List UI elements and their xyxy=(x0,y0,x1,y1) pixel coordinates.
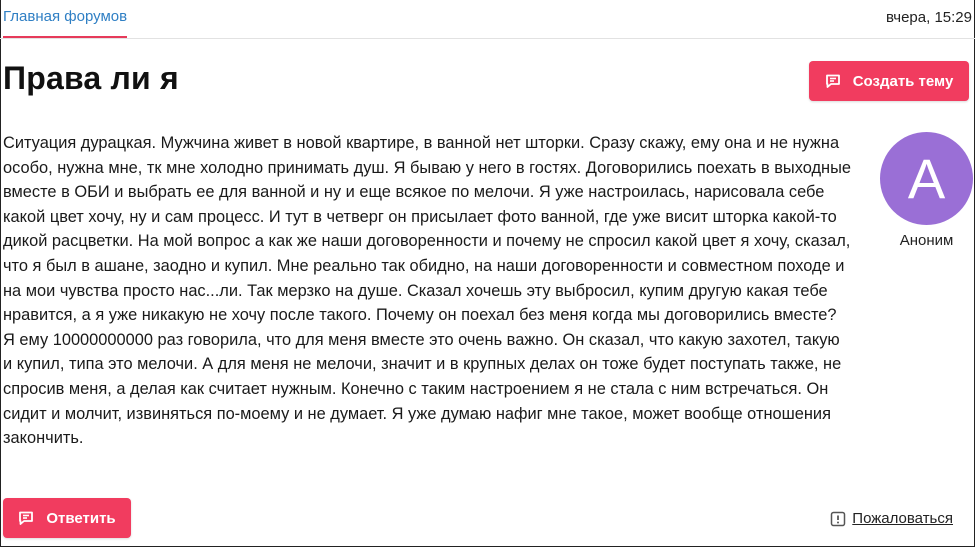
reply-label: Ответить xyxy=(46,509,116,527)
report-label: Пожаловаться xyxy=(852,510,953,527)
top-bar xyxy=(0,0,975,39)
create-topic-label: Создать тему xyxy=(852,72,954,90)
avatar-initial: А xyxy=(907,147,946,210)
alert-square-icon xyxy=(830,511,846,527)
post-timestamp: вчера, 15:29 xyxy=(885,9,972,26)
report-link[interactable] xyxy=(830,510,953,527)
forum-home-link[interactable]: Главная форумов xyxy=(3,8,127,38)
post-body: Ситуация дурацкая. Мужчина живет в новой квартире, в ванной нет шторки. Сразу скажу, ему она и не нужна особо, нужна мне, тк мне холодно принимать душ. Я бываю у него в гостях. Договорились поехать в выходные вместе в ОБИ и выбрать ее для ванной и ну и еще всякое по мелочи. Я уже настроилась, нарисовала себе какой цвет хочу, ну и сам процесс. И тут в четверг он присылает фото ванной, где уже висит шторка какой-то дикой расцветки. На мой вопрос а как же наши договоренности и почему не спросил какой цвет я хочу, сказал, что я был в ашане, заодно и купил. Мне реально так обидно, на наши договоренности и совместном походе и на мои чувства просто нас...ли. Так мерзко на душе. Сказал хочешь эту выбросил, купим другую какая тебе нравится, а я уже никакую не хочу после такого. Почему он поехал без меня когда мы договорились вместе? Я ему 10000000000 раз говорила, что для меня вместе это очень важно. Он сказал, что какую захотел, такую и купил, типа это мелочи. А для меня не мелочи, значит и в крупных делах он тоже будет поступать также, не спросив меня, а делая как считает нужным. Конечно с таким настроением я не стала с ним встречаться. Он сидит и молчит, извиняться по-моему и не думает. Я уже думаю нафиг мне такое, может вообще отношения закончить. xyxy=(3,134,851,448)
page-title: Права ли я xyxy=(3,60,179,96)
chat-bubble-icon xyxy=(825,73,841,89)
author-name: Аноним xyxy=(899,232,954,249)
reply-button[interactable] xyxy=(3,498,131,538)
create-topic-button[interactable] xyxy=(809,61,969,101)
chat-bubble-icon xyxy=(18,510,34,526)
avatar xyxy=(880,132,973,225)
